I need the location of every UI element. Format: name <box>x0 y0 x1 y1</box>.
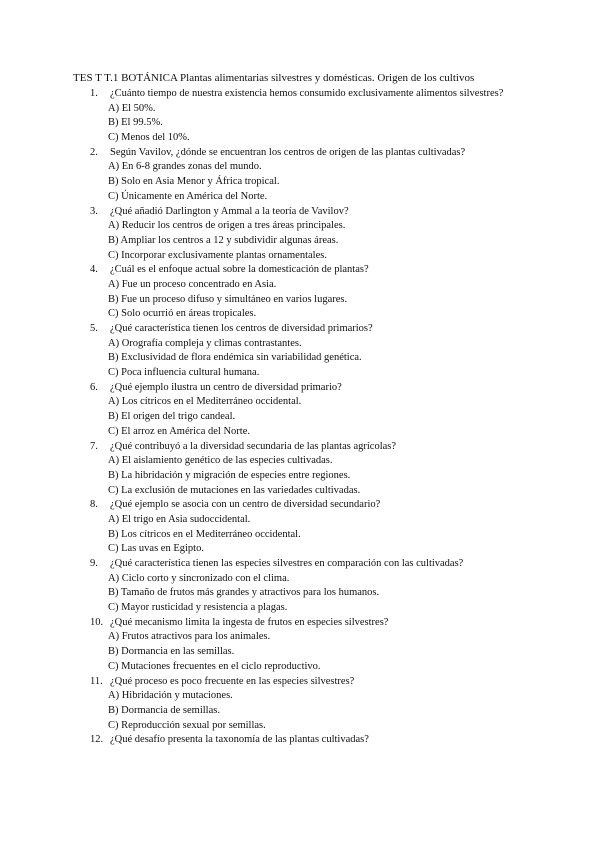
answer-option-text: B) Tamaño de frutos más grandes y atractivos para los humanos. <box>108 587 380 599</box>
answer-option <box>0 410 600 425</box>
question-text: ¿Qué ejemplo ilustra un centro de diversidad primario? <box>110 381 342 393</box>
answer-option-text: C) La exclusión de mutaciones en las variedades cultivadas. <box>108 484 361 496</box>
answer-option <box>0 395 600 410</box>
question-text: ¿Qué característica tienen las especies silvestres en comparación con las cultivadas? <box>110 558 464 569</box>
answer-option-text: A) Hibridación y mutaciones. <box>108 690 233 702</box>
question-text: ¿Qué contribuyó a la diversidad secundaria de las plantas agrícolas? <box>110 440 397 452</box>
answer-option-text: A) En 6-8 grandes zonas del mundo. <box>108 161 262 173</box>
answer-option-text: B) Dormancia en las semillas. <box>108 646 235 658</box>
question-number: 2. <box>90 146 98 158</box>
answer-option-text: C) Menos del 10%. <box>108 132 190 144</box>
answer-option-text: A) Frutos atractivos para los animales. <box>108 631 271 643</box>
question-item <box>0 87 600 146</box>
question-text: ¿Cuál es el enfoque actual sobre la domesticación de plantas? <box>110 264 369 276</box>
question-number: 8. <box>90 499 98 511</box>
answer-option <box>0 645 600 660</box>
question-number: 6. <box>90 381 98 393</box>
question-text: ¿Qué mecanismo limita la ingesta de frutos en especies silvestres? <box>110 616 389 628</box>
question-row <box>0 146 600 161</box>
answer-option <box>0 337 600 352</box>
answer-option-text: C) El arroz en América del Norte. <box>108 425 250 437</box>
answer-option-text: A) El 50%. <box>108 102 156 114</box>
answer-option-text: C) Incorporar exclusivamente plantas ornamentales. <box>108 249 327 261</box>
question-row <box>0 733 600 748</box>
question-row <box>0 557 600 572</box>
answer-option <box>0 425 600 440</box>
answer-option-text: C) Las uvas en Egipto. <box>108 543 204 555</box>
answer-option <box>0 116 600 131</box>
question-row <box>0 263 600 278</box>
answer-option <box>0 249 600 264</box>
question-number: 9. <box>90 558 98 569</box>
question-row <box>0 675 600 690</box>
question-text: ¿Qué característica tienen los centros de diversidad primarios? <box>110 323 373 334</box>
question-text: Según Vavilov, ¿dónde se encuentran los centros de origen de las plantas cultivadas? <box>110 146 466 158</box>
answer-option <box>0 469 600 484</box>
question-number: 12. <box>90 734 104 746</box>
question-item <box>0 322 600 381</box>
question-row <box>0 498 600 513</box>
question-text: ¿Cuánto tiempo de nuestra existencia hemos consumido exclusivamente alimentos silvestres? <box>110 88 504 99</box>
question-text: ¿Qué añadió Darlington y Ammal a la teoría de Vavilov? <box>110 205 349 217</box>
question-text: ¿Qué desafío presenta la taxonomía de las plantas cultivadas? <box>110 734 369 746</box>
answer-option <box>0 351 600 366</box>
answer-option <box>0 528 600 543</box>
answer-option <box>0 131 600 146</box>
question-number: 5. <box>90 323 98 334</box>
answer-option <box>0 307 600 322</box>
answer-option-text: B) Fue un proceso difuso y simultáneo en varios lugares. <box>108 293 348 305</box>
question-text: ¿Qué proceso es poco frecuente en las especies silvestres? <box>110 675 355 687</box>
answer-option-text: C) Mayor rusticidad y resistencia a plagas. <box>108 602 288 614</box>
answer-option <box>0 278 600 293</box>
answer-option <box>0 293 600 308</box>
question-item <box>0 498 600 557</box>
question-item <box>0 381 600 440</box>
answer-option-text: C) Mutaciones frecuentes en el ciclo reproductivo. <box>108 660 321 672</box>
answer-option <box>0 660 600 675</box>
answer-option-text: B) La hibridación y migración de especies entre regiones. <box>108 469 351 481</box>
answer-option-text: C) Únicamente en América del Norte. <box>108 190 268 202</box>
answer-option-text: C) Poca influencia cultural humana. <box>108 367 260 379</box>
question-item <box>0 616 600 675</box>
answer-option-text: A) Fue un proceso concentrado en Asia. <box>108 278 277 290</box>
question-number: 1. <box>90 88 98 99</box>
question-item <box>0 440 600 499</box>
answer-option <box>0 175 600 190</box>
question-row <box>0 616 600 631</box>
answer-option <box>0 601 600 616</box>
answer-option <box>0 572 600 587</box>
answer-option-text: C) Solo ocurrió en áreas tropicales. <box>108 308 257 320</box>
answer-option <box>0 630 600 645</box>
answer-option <box>0 234 600 249</box>
question-item <box>0 205 600 264</box>
answer-option-text: B) Ampliar los centros a 12 y subdividir algunas áreas. <box>108 234 339 246</box>
answer-option <box>0 219 600 234</box>
question-text: ¿Qué ejemplo se asocia con un centro de diversidad secundario? <box>110 499 381 511</box>
question-row <box>0 440 600 455</box>
answer-option-text: B) Solo en Asia Menor y África tropical. <box>108 176 280 188</box>
answer-option-text: C) Reproducción sexual por semillas. <box>108 719 266 731</box>
answer-option <box>0 542 600 557</box>
answer-option <box>0 160 600 175</box>
answer-option-text: A) Los cítricos en el Mediterráneo occidental. <box>108 396 302 408</box>
question-item <box>0 263 600 322</box>
question-number: 4. <box>90 264 98 276</box>
question-row <box>0 381 600 396</box>
answer-option <box>0 190 600 205</box>
question-row <box>0 322 600 337</box>
question-item <box>0 146 600 205</box>
question-number: 3. <box>90 205 98 217</box>
answer-option <box>0 102 600 117</box>
answer-option-text: A) Orografía compleja y climas contrastantes. <box>108 337 302 349</box>
answer-option <box>0 586 600 601</box>
question-item <box>0 675 600 734</box>
answer-option <box>0 454 600 469</box>
document-title: TES T T.1 BOTÁNICA Plantas alimentarias silvestres y domésticas. Origen de los cultivos <box>73 72 475 84</box>
answer-option-text: A) Ciclo corto y sincronizado con el clima. <box>108 572 290 584</box>
answer-option <box>0 719 600 734</box>
answer-option-text: A) El trigo en Asia sudoccidental. <box>108 513 251 525</box>
answer-option <box>0 484 600 499</box>
question-item <box>0 557 600 616</box>
answer-option <box>0 513 600 528</box>
answer-option-text: B) Dormancia de semillas. <box>108 704 220 716</box>
question-row <box>0 205 600 220</box>
question-item <box>0 733 600 748</box>
answer-option-text: B) El 99.5%. <box>108 117 163 129</box>
question-row <box>0 87 600 102</box>
answer-option-text: B) El origen del trigo candeal. <box>108 411 236 423</box>
question-number: 10. <box>90 616 104 628</box>
answer-option-text: A) Reducir los centros de origen a tres áreas principales. <box>108 220 346 232</box>
answer-option <box>0 689 600 704</box>
question-list <box>0 87 600 748</box>
answer-option-text: B) Exclusividad de flora endémica sin variabilidad genética. <box>108 352 362 364</box>
answer-option <box>0 704 600 719</box>
question-number: 11. <box>90 675 103 687</box>
answer-option-text: B) Los cítricos en el Mediterráneo occidental. <box>108 528 301 540</box>
answer-option <box>0 366 600 381</box>
answer-option-text: A) El aislamiento genético de las especies cultivadas. <box>108 455 333 467</box>
question-number: 7. <box>90 440 98 452</box>
